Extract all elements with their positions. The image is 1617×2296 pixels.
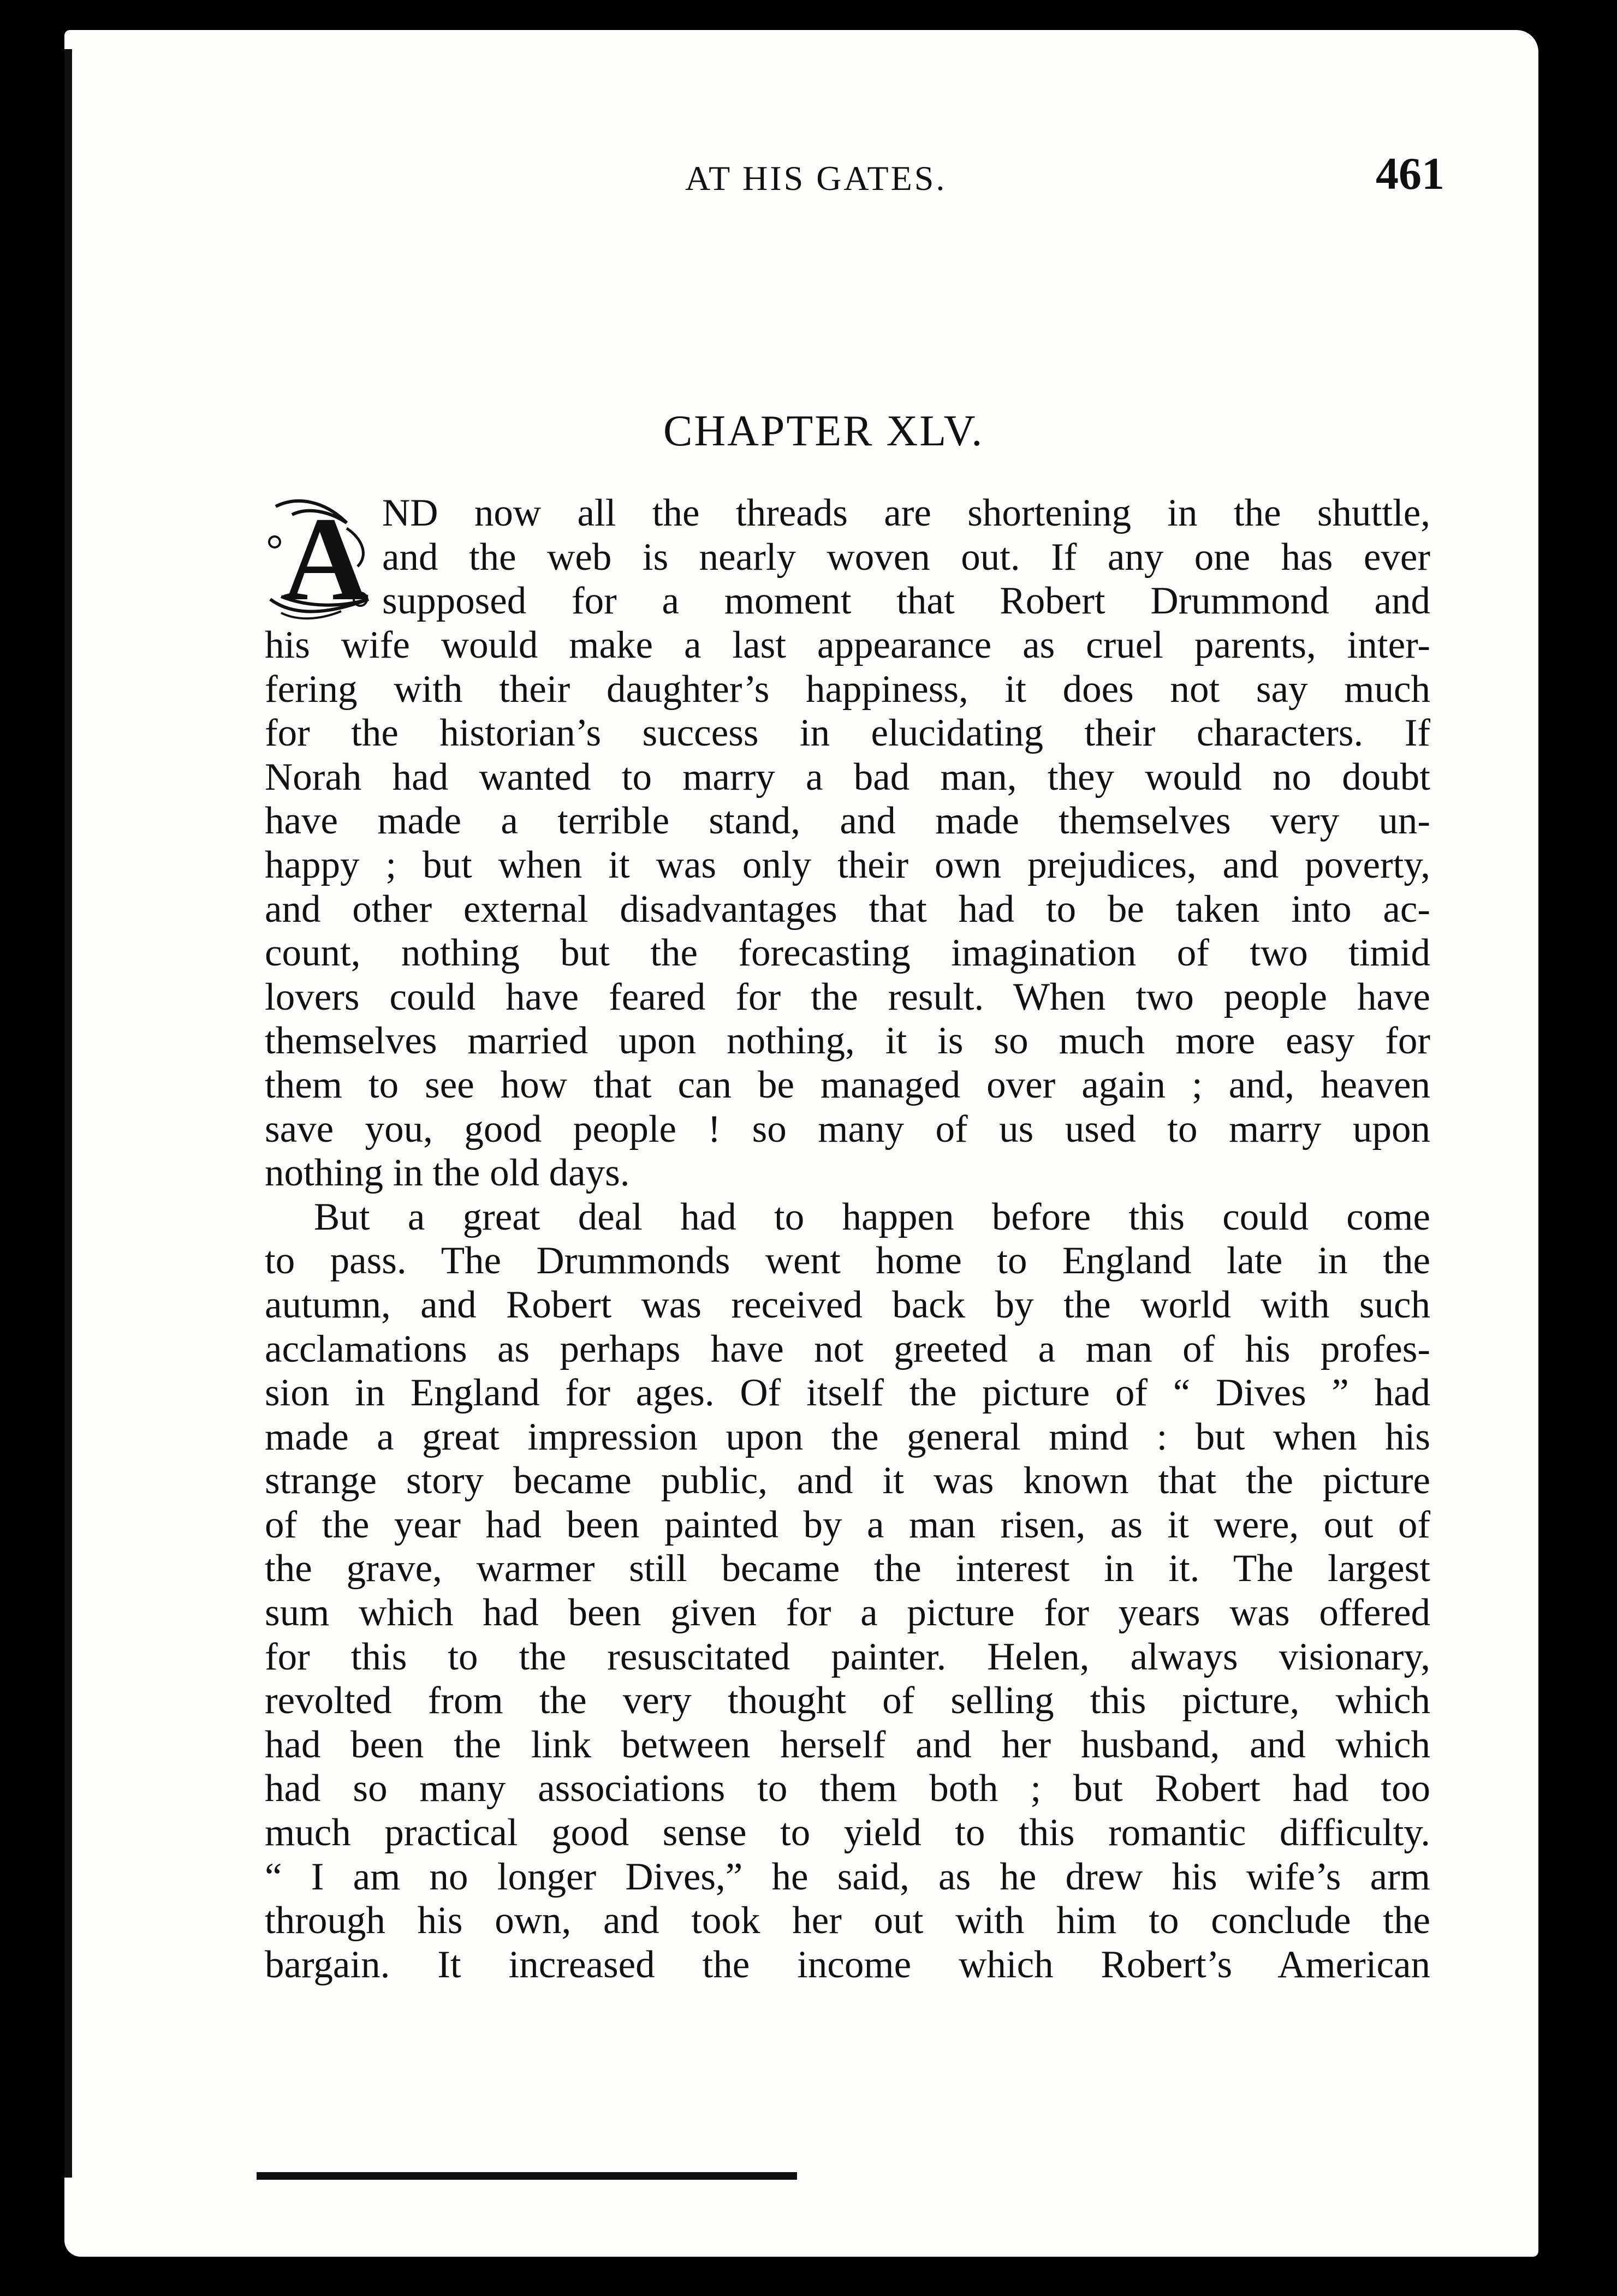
text-line: the grave, warmer still became the interest in it. The largest [265,1547,1430,1590]
text-line: supposed for a moment that Robert Drummond and [382,580,1430,623]
text-line: them to see how that can be managed over again ; and, heaven [265,1063,1430,1106]
text-line: nothing in the old days. [265,1152,630,1195]
text-line: acclamations as perhaps have not greeted a man of his profes- [265,1327,1430,1370]
text-line: sum which had been given for a picture for years was offered [265,1591,1430,1635]
text-line: for the historian’s success in elucidating their characters. If [265,712,1430,755]
text-line: save you, good people ! so many of us used to marry upon [265,1107,1430,1150]
text-line: of the year had been painted by a man risen, as it were, out of [265,1503,1430,1546]
text-line: count, nothing but the forecasting imagination of two timid [265,932,1430,975]
bottom-edge-rule [257,2172,797,2180]
drop-cap-ornament-icon [259,490,379,621]
text-line: bargain. It increased the income which Robert’s American [265,1943,1430,1986]
text-line: fering with their daughter’s happiness, it does not say much [265,667,1430,711]
text-line: have made a terrible stand, and made themselves very un- [265,800,1430,843]
text-line: ND now all the threads are shortening in the shuttle, [382,492,1430,534]
text-line: had so many associations to them both ; but Robert had too [265,1767,1430,1810]
text-line: But a great deal had to happen before this could come [314,1195,1430,1238]
text-line: sion in England for ages. Of itself the picture of “ Dives ” had [265,1371,1430,1415]
text-line: had been the link between herself and her husband, and which [265,1723,1430,1766]
drop-cap-letter: A [282,492,369,621]
paragraph-2 [265,1195,1430,1987]
text-line: to pass. The Drummonds went home to England late in the [265,1239,1430,1283]
text-line: and the web is nearly woven out. If any one has ever [382,535,1430,579]
text-line: strange story became public, and it was known that the picture [265,1459,1430,1502]
text-line: and other external disadvantages that had to be taken into ac- [265,887,1430,931]
text-line: through his own, and took her out with him to conclude the [265,1899,1430,1942]
paragraph-1 [265,623,1430,1195]
dropcap-lines [382,491,1430,623]
text-line: for this to the resuscitated painter. Helen, always visionary, [265,1635,1430,1678]
page-number: 461 [1376,148,1444,199]
body-text [265,491,1430,1987]
text-line: lovers could have feared for the result. When two people have [265,975,1430,1018]
text-line: revolted from the very thought of selling this picture, which [265,1679,1430,1722]
chapter-title: CHAPTER XLV. [663,407,984,455]
running-head: AT HIS GATES. [685,159,947,198]
drop-cap [265,491,382,619]
text-line: autumn, and Robert was received back by the world with such [265,1283,1430,1326]
text-line: made a great impression upon the general mind : but when his [265,1415,1430,1458]
text-line: Norah had wanted to marry a bad man, they would no doubt [265,755,1430,798]
text-line: much practical good sense to yield to this romantic difficulty. [265,1811,1430,1854]
text-line: themselves married upon nothing, it is so much more easy for [265,1019,1430,1063]
binding-edge-rule [64,49,72,2178]
text-line: happy ; but when it was only their own prejudices, and poverty, [265,843,1430,886]
opening-lines [265,491,1430,623]
text-line: his wife would make a last appearance as cruel parents, inter- [265,624,1430,666]
text-line: “ I am no longer Dives,” he said, as he drew his wife’s arm [265,1855,1430,1898]
